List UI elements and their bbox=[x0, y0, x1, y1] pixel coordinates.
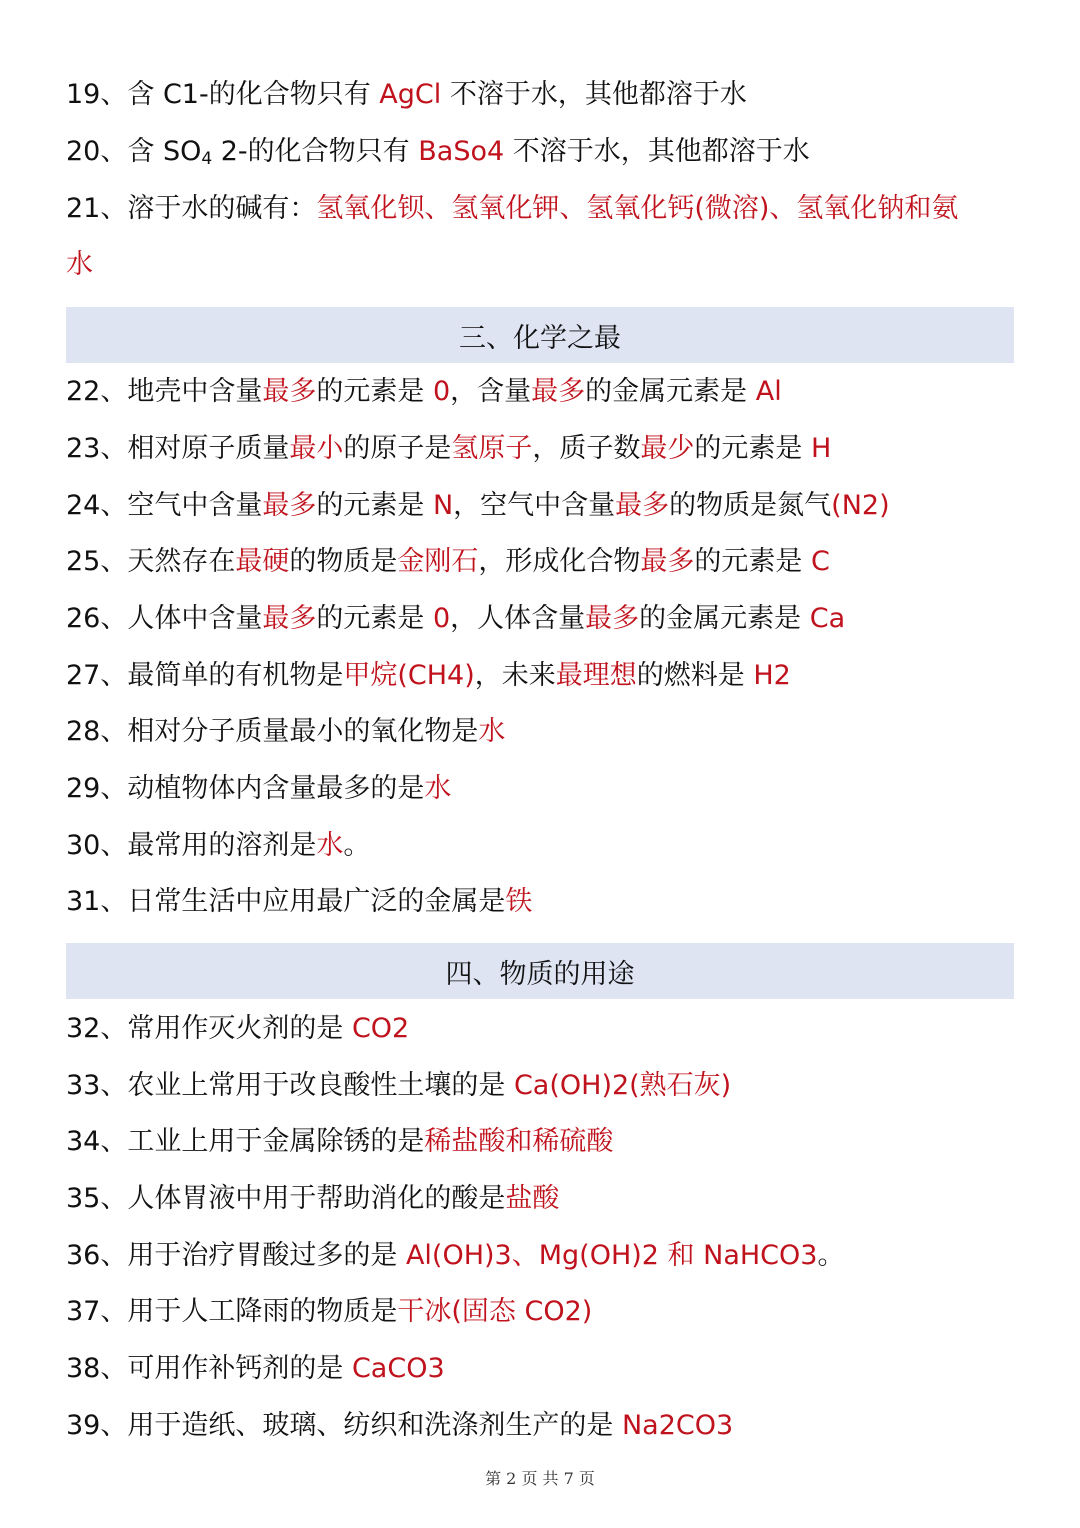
list-item-35 bbox=[66, 1179, 1014, 1219]
line-text: 。 bbox=[817, 1240, 845, 1271]
line-text: 。 bbox=[343, 830, 371, 861]
line-text: 24、空气中含量 bbox=[66, 490, 263, 521]
highlight-text: H2 bbox=[753, 660, 791, 691]
highlight-text: 最多 bbox=[262, 490, 317, 521]
line-text: 36、用于治疗胃酸过多的是 bbox=[66, 1240, 406, 1271]
line-text: 38、可用作补钙剂的是 bbox=[66, 1353, 352, 1384]
line-text: 32、常用作灭火剂的是 bbox=[66, 1013, 352, 1044]
line-text: 的金属元素是 bbox=[639, 603, 810, 634]
highlight-text: (N2) bbox=[831, 490, 890, 521]
line-text: 的物质是 bbox=[289, 546, 398, 577]
highlight-text: CaCO3 bbox=[351, 1353, 445, 1384]
highlight-text: 最多 bbox=[585, 603, 640, 634]
line-text: 的原子是 bbox=[343, 433, 452, 464]
highlight-text: 最多 bbox=[262, 376, 317, 407]
line-text: 的元素是 bbox=[316, 376, 433, 407]
list-item-20 bbox=[66, 132, 1014, 172]
line-text: 20、含 SO bbox=[66, 136, 202, 167]
highlight-text: 盐酸 bbox=[505, 1183, 560, 1214]
list-item-24 bbox=[66, 486, 1014, 526]
section-header-chemistry-superlatives bbox=[66, 307, 1014, 363]
list-item-34 bbox=[66, 1122, 1014, 1162]
page-footer: 第 2 页 共 7 页 bbox=[485, 1469, 595, 1488]
line-text: 28、相对分子质量最小的氧化物是 bbox=[66, 716, 479, 747]
line-text: 的元素是 bbox=[316, 603, 433, 634]
line-text: 不溶于水，其他都溶于水 bbox=[504, 136, 810, 167]
line-text: 29、动植物体内含量最多的是 bbox=[66, 773, 425, 804]
list-item-38 bbox=[66, 1349, 1014, 1389]
line-text: ，人体含量 bbox=[450, 603, 586, 634]
line-text: ，含量 bbox=[450, 376, 532, 407]
list-item-39 bbox=[66, 1406, 1014, 1446]
highlight-text: CO2 bbox=[351, 1013, 410, 1044]
highlight-text: Al(OH)3、Mg(OH)2 和 NaHCO3 bbox=[405, 1240, 818, 1271]
highlight-text: 水 bbox=[478, 716, 506, 747]
highlight-text: 铁 bbox=[505, 886, 533, 917]
line-text: 21、溶于水的碱有： bbox=[66, 193, 317, 224]
highlight-text: BaSo4 bbox=[418, 136, 505, 167]
list-item-32 bbox=[66, 1009, 1014, 1049]
highlight-text: 金刚石 bbox=[397, 546, 479, 577]
list-item-37 bbox=[66, 1292, 1014, 1332]
line-text: 31、日常生活中应用最广泛的金属是 bbox=[66, 886, 506, 917]
highlight-text: 甲烷(CH4) bbox=[343, 660, 475, 691]
line-text: 27、最简单的有机物是 bbox=[66, 660, 344, 691]
line-text: 25、天然存在 bbox=[66, 546, 236, 577]
highlight-text: 氢氧化钡、氢氧化钾、氢氧化钙(微溶)、氢氧化钠和氨 bbox=[316, 193, 959, 224]
highlight-text: Al bbox=[755, 376, 782, 407]
list-item-22 bbox=[66, 372, 1014, 412]
list-item-21b bbox=[66, 245, 1014, 285]
line-text: ，空气中含量 bbox=[453, 490, 616, 521]
list-item-23 bbox=[66, 429, 1014, 469]
highlight-text: N bbox=[432, 490, 454, 521]
line-text: 2-的化合物只有 bbox=[212, 136, 419, 167]
list-item-26 bbox=[66, 599, 1014, 639]
line-text: 的金属元素是 bbox=[585, 376, 756, 407]
line-text: 30、最常用的溶剂是 bbox=[66, 830, 317, 861]
line-text: 37、用于人工降雨的物质是 bbox=[66, 1296, 398, 1327]
highlight-text: 0 bbox=[432, 603, 451, 634]
list-item-21 bbox=[66, 189, 1014, 229]
highlight-text: 水 bbox=[316, 830, 344, 861]
highlight-text: Ca bbox=[809, 603, 846, 634]
line-text: 4 bbox=[201, 149, 213, 169]
line-text: ，质子数 bbox=[532, 433, 641, 464]
highlight-text: AgCl bbox=[379, 79, 442, 110]
line-text: 39、用于造纸、玻璃、纺织和洗涤剂生产的是 bbox=[66, 1410, 622, 1441]
highlight-text: 最多 bbox=[531, 376, 586, 407]
highlight-text: C bbox=[810, 546, 830, 577]
highlight-text: 氢原子 bbox=[451, 433, 533, 464]
highlight-text: 最硬 bbox=[235, 546, 290, 577]
line-text: 35、人体胃液中用于帮助消化的酸是 bbox=[66, 1183, 506, 1214]
line-text: 的物质是氮气 bbox=[669, 490, 832, 521]
section-title: 四、物质的用途 bbox=[445, 958, 635, 990]
list-item-31 bbox=[66, 882, 1014, 922]
line-text: 22、地壳中含量 bbox=[66, 376, 263, 407]
line-text: 不溶于水，其他都溶于水 bbox=[441, 79, 747, 110]
highlight-text: 水 bbox=[66, 249, 93, 280]
highlight-text: 最多 bbox=[615, 490, 670, 521]
section-title: 三、化学之最 bbox=[459, 322, 621, 354]
line-text: 的燃料是 bbox=[636, 660, 754, 691]
highlight-text: 0 bbox=[432, 376, 451, 407]
highlight-text: 最小 bbox=[289, 433, 344, 464]
highlight-text: 最多 bbox=[262, 603, 317, 634]
line-text: ，形成化合物 bbox=[478, 546, 641, 577]
list-item-33 bbox=[66, 1066, 1014, 1106]
list-item-25 bbox=[66, 542, 1014, 582]
line-text: 33、农业上常用于改良酸性土壤的是 bbox=[66, 1070, 514, 1101]
section-header-substance-uses bbox=[66, 943, 1014, 999]
list-item-19 bbox=[66, 75, 1014, 115]
highlight-text: 干冰(固态 CO2) bbox=[397, 1296, 593, 1327]
highlight-text: 最多 bbox=[640, 546, 695, 577]
line-text: 26、人体中含量 bbox=[66, 603, 263, 634]
line-text: 19、含 C1-的化合物只有 bbox=[66, 79, 380, 110]
line-text: 的元素是 bbox=[316, 490, 433, 521]
highlight-text: 稀盐酸和稀硫酸 bbox=[424, 1126, 614, 1157]
list-item-28 bbox=[66, 712, 1014, 752]
line-text: ，未来 bbox=[474, 660, 556, 691]
list-item-27 bbox=[66, 656, 1014, 696]
list-item-30 bbox=[66, 826, 1014, 866]
highlight-text: H bbox=[810, 433, 832, 464]
highlight-text: 最理想 bbox=[555, 660, 637, 691]
highlight-text: 最少 bbox=[640, 433, 695, 464]
list-item-36 bbox=[66, 1236, 1014, 1276]
line-text: 34、工业上用于金属除锈的是 bbox=[66, 1126, 425, 1157]
line-text: 的元素是 bbox=[694, 433, 811, 464]
highlight-text: Na2CO3 bbox=[621, 1410, 734, 1441]
line-text: 的元素是 bbox=[694, 546, 811, 577]
highlight-text: Ca(OH)2(熟石灰) bbox=[513, 1070, 732, 1101]
line-text: 23、相对原子质量 bbox=[66, 433, 290, 464]
list-item-29 bbox=[66, 769, 1014, 809]
highlight-text: 水 bbox=[424, 773, 452, 804]
